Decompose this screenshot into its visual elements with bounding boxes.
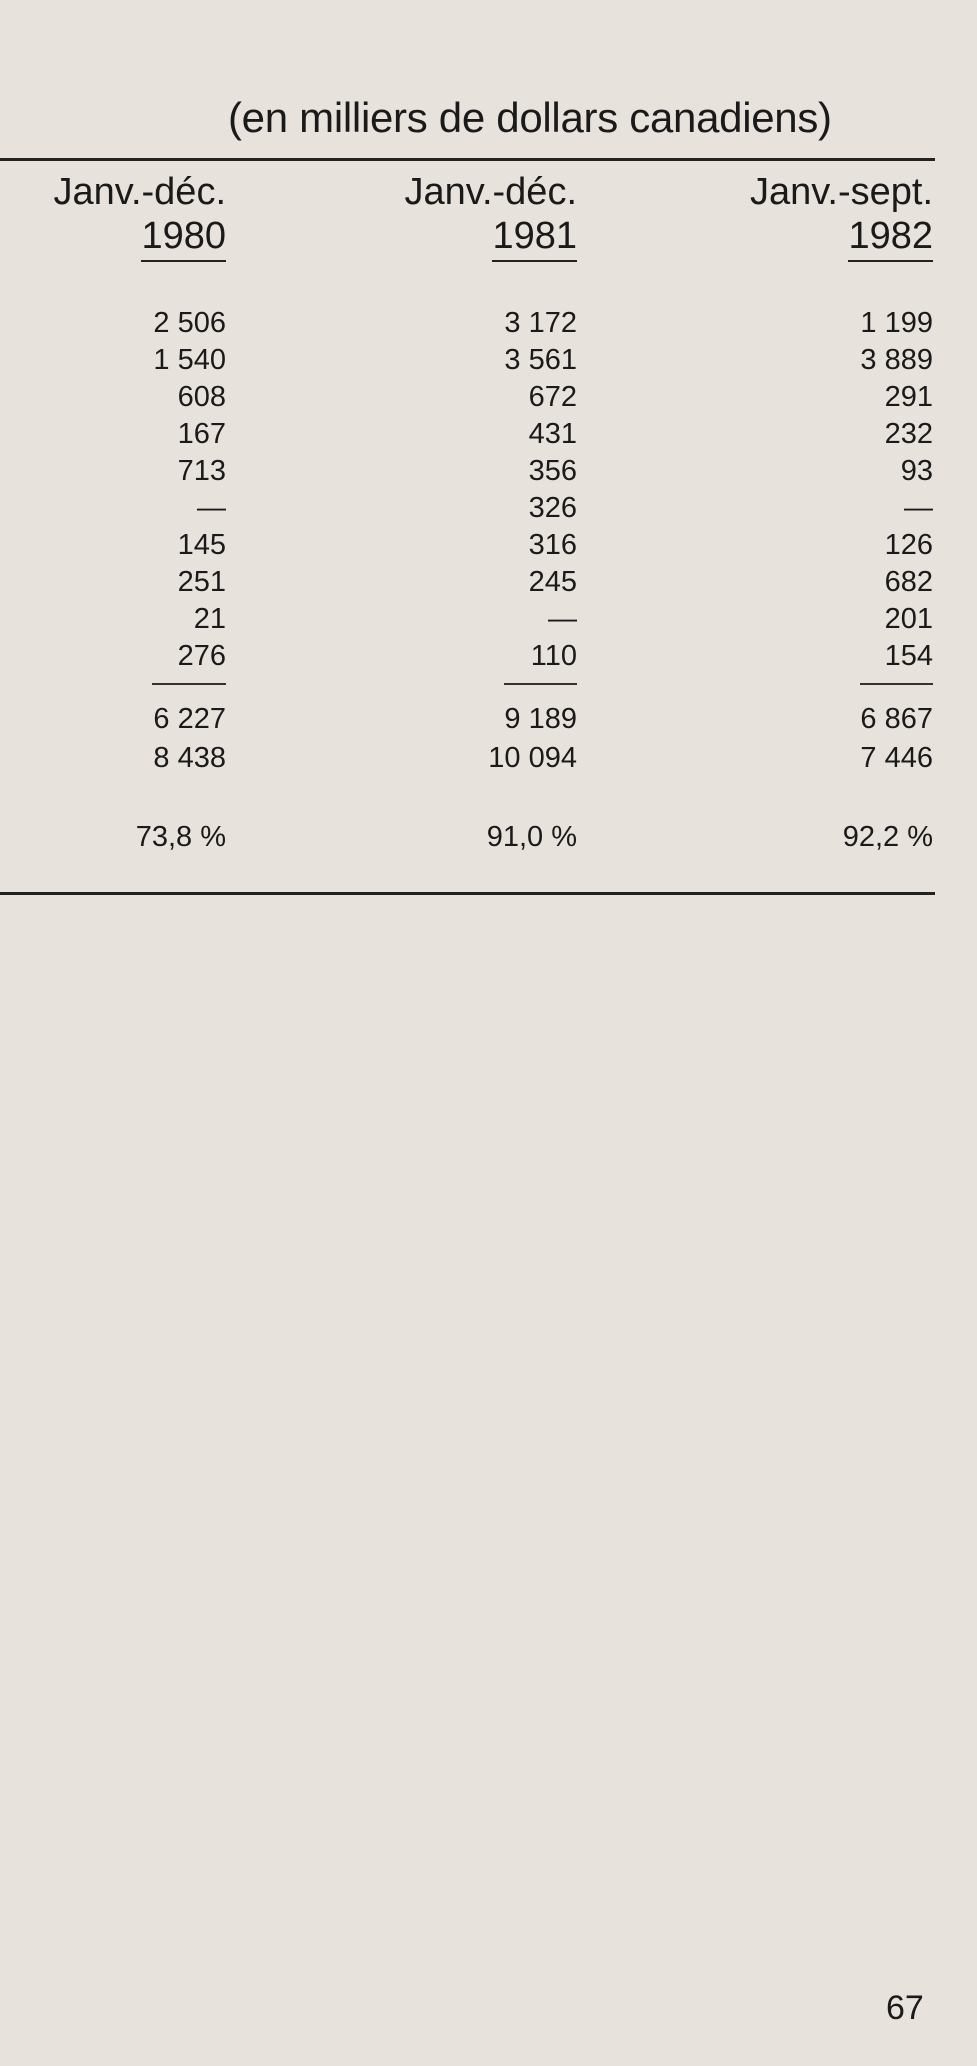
table-cell: — xyxy=(904,492,933,524)
table-cell: 713 xyxy=(177,455,226,487)
table-cell: 3 889 xyxy=(860,344,933,376)
total-cell: 7 446 xyxy=(860,742,933,774)
column-header-1981 xyxy=(374,170,577,262)
column-header-1980 xyxy=(36,170,226,262)
column-values-1982 xyxy=(800,305,933,675)
table-cell: 276 xyxy=(177,640,226,672)
table-cell: 232 xyxy=(884,418,933,450)
subtotal-rule xyxy=(504,683,577,685)
subtotal-rule xyxy=(860,683,933,685)
table-cell: 201 xyxy=(884,603,933,635)
table-cell: 2 506 xyxy=(153,307,226,339)
totals-1981 xyxy=(440,700,577,778)
percentage-1981: 91,0 % xyxy=(486,821,577,853)
table-cell: 3 561 xyxy=(504,344,577,376)
table-top-rule xyxy=(0,158,935,161)
table-cell: 154 xyxy=(884,640,933,672)
table-cell: 126 xyxy=(884,529,933,561)
table-cell: — xyxy=(197,492,226,524)
column-values-1981 xyxy=(440,305,577,675)
column-year: 1980 xyxy=(141,214,226,262)
totals-1980 xyxy=(100,700,226,778)
table-cell: 326 xyxy=(528,492,577,524)
table-cell: 672 xyxy=(528,381,577,413)
column-year: 1982 xyxy=(848,214,933,262)
column-period: Janv.-déc. xyxy=(404,171,577,213)
total-cell: 8 438 xyxy=(153,742,226,774)
table-cell: 3 172 xyxy=(504,307,577,339)
column-year: 1981 xyxy=(492,214,577,262)
total-cell: 10 094 xyxy=(488,742,577,774)
percentage-1980: 73,8 % xyxy=(135,821,226,853)
table-unit-caption: (en milliers de dollars canadiens) xyxy=(228,94,832,141)
subtotal-rule xyxy=(152,683,226,685)
column-period: Janv.-sept. xyxy=(749,171,933,213)
total-cell: 6 227 xyxy=(153,703,226,735)
table-cell: 93 xyxy=(900,455,933,487)
column-period: Janv.-déc. xyxy=(53,171,226,213)
column-values-1980 xyxy=(100,305,226,675)
table-cell: 356 xyxy=(528,455,577,487)
table-cell: 245 xyxy=(528,566,577,598)
table-cell: 251 xyxy=(177,566,226,598)
total-cell: 6 867 xyxy=(860,703,933,735)
table-cell: 608 xyxy=(177,381,226,413)
totals-1982 xyxy=(800,700,933,778)
table-cell: 145 xyxy=(177,529,226,561)
table-cell: 1 540 xyxy=(153,344,226,376)
table-cell: 167 xyxy=(177,418,226,450)
column-header-1982 xyxy=(719,170,933,262)
table-cell: — xyxy=(548,603,577,635)
table-cell: 21 xyxy=(193,603,226,635)
table-cell: 682 xyxy=(884,566,933,598)
percentage-1982: 92,2 % xyxy=(842,821,933,853)
table-cell: 431 xyxy=(528,418,577,450)
table-cell: 110 xyxy=(530,640,577,672)
table-cell: 316 xyxy=(528,529,577,561)
table-cell: 1 199 xyxy=(860,307,933,339)
total-cell: 9 189 xyxy=(504,703,577,735)
table-bottom-rule xyxy=(0,892,935,895)
page-number: 67 xyxy=(886,1989,924,2027)
table-cell: 291 xyxy=(884,381,933,413)
